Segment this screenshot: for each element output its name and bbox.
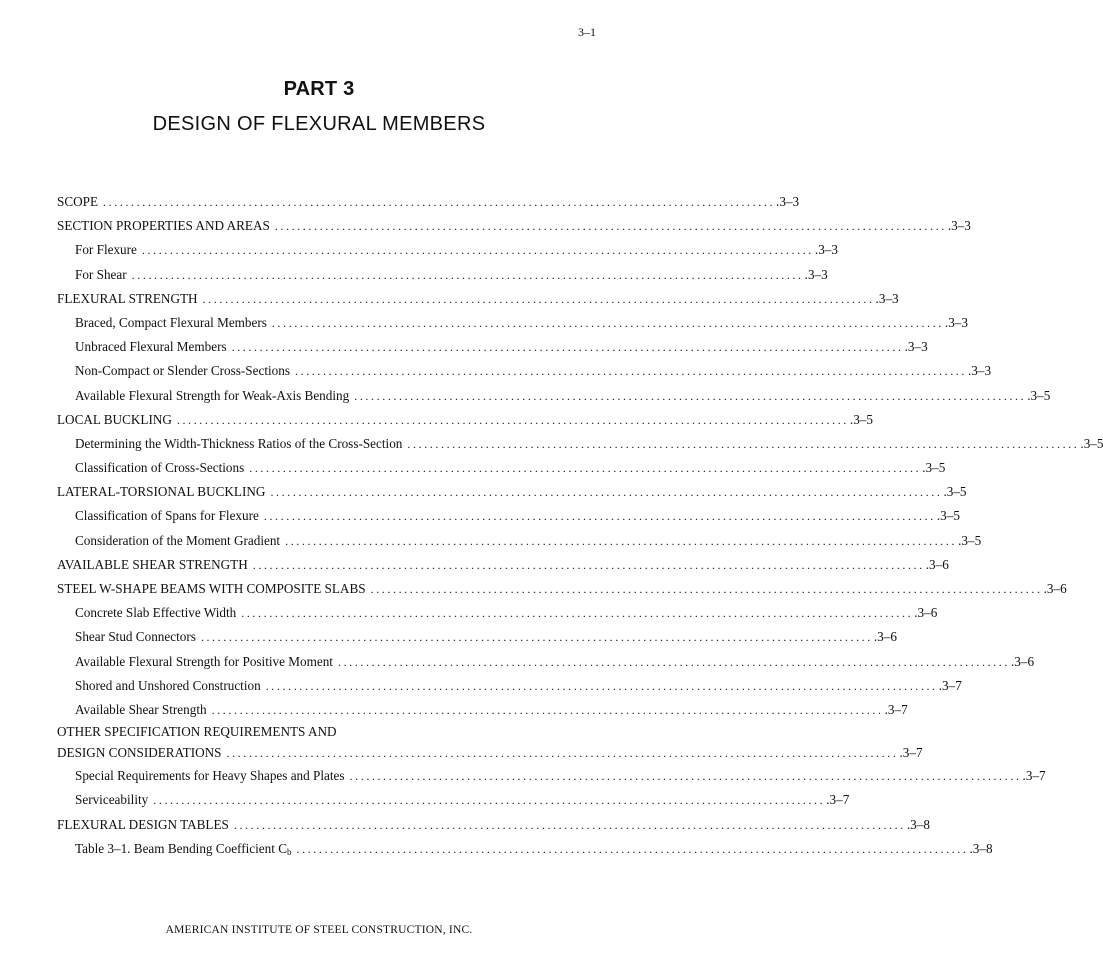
toc-entry-label: FLEXURAL DESIGN TABLES: [57, 816, 229, 832]
toc-entry-page: .3–5: [922, 460, 946, 476]
toc-entry-label: Classification of Spans for Flexure: [75, 508, 259, 524]
toc-entry-label: Concrete Slab Effective Width: [75, 605, 237, 621]
toc-entry[interactable]: [57, 408, 873, 432]
toc-entry-page: .3–3: [944, 314, 968, 330]
toc-entry[interactable]: [57, 529, 982, 553]
toc-entry-label: Available Shear Strength: [75, 701, 207, 717]
toc-entry[interactable]: [57, 456, 946, 480]
dot-leader: ........................................................................................................................: [354, 388, 1027, 403]
toc-entry[interactable]: [57, 238, 838, 262]
dot-leader: ........................................................................................................................: [241, 606, 914, 621]
toc-main-list: [57, 190, 1103, 722]
toc-entry[interactable]: [57, 813, 930, 837]
toc-entry-page: .3–6: [1043, 581, 1067, 596]
dot-leader: ........................................................................................................................: [337, 654, 1010, 669]
dot-leader: ........................................................................................................................: [295, 364, 967, 379]
toc-entry-label: For Flexure: [75, 242, 137, 258]
toc-entry-label: Table 3–1. Beam Bending Coefficient $C_b$: [75, 840, 292, 857]
toc-entry-label: OTHER SPECIFICATION REQUIREMENTS AND: [57, 724, 337, 740]
toc-entry-page: .3–3: [904, 339, 928, 355]
toc-entry[interactable]: [57, 432, 1103, 456]
toc-entry-page: .3–3: [776, 194, 800, 209]
toc-entry: [57, 742, 923, 764]
dot-leader: ........................................................................................................................: [211, 702, 884, 717]
toc-entry-page: .3–6: [925, 556, 949, 572]
dot-leader: ........................................................................................................................: [349, 769, 1022, 784]
part-subtitle: DESIGN OF FLEXURAL MEMBERS: [152, 113, 486, 135]
toc-entry-label: LOCAL BUCKLING: [57, 411, 172, 427]
toc-entry-label: SECTION PROPERTIES AND AREAS: [57, 218, 270, 234]
toc-entry-page: .3–3: [875, 290, 899, 306]
dot-leader: ........................................................................................................................: [252, 557, 925, 572]
toc-entry-label: SCOPE: [57, 194, 99, 209]
toc-entry-page: .3–5: [1027, 387, 1051, 403]
toc-entry[interactable]: [57, 601, 938, 625]
toc-entry-page: .3–5: [849, 411, 873, 427]
toc-entry-page: .3–7: [938, 677, 962, 693]
toc-entry-label: Braced, Compact Flexural Members: [75, 314, 267, 330]
toc-entry[interactable]: [57, 263, 828, 287]
dot-leader: ........................................................................................................................: [274, 219, 947, 234]
part-title: PART 3: [283, 78, 355, 100]
table-of-contents: [57, 190, 1103, 861]
toc-entry-page: .3–5: [936, 508, 960, 524]
dot-leader: ........................................................................................................................: [249, 461, 922, 476]
toc-entry[interactable]: [57, 625, 897, 649]
dot-leader: ........................................................................................................................: [233, 817, 906, 832]
toc-tail-list: [57, 764, 1046, 837]
toc-entry-page: .3–7: [899, 745, 923, 761]
toc-entry-table-3-1[interactable]: [57, 837, 993, 861]
toc-entry[interactable]: [57, 214, 971, 238]
toc-entry-label: LATERAL-TORSIONAL BUCKLING: [57, 484, 266, 500]
toc-entry-label: Classification of Cross-Sections: [75, 460, 245, 476]
toc-entry-other-spec[interactable]: [57, 722, 923, 764]
toc-entry-page: .3–7: [1022, 768, 1046, 784]
dot-leader: ........................................................................................................................: [270, 485, 943, 500]
toc-entry-page: .3–8: [906, 816, 930, 832]
toc-entry-label: Consideration of the Moment Gradient: [75, 532, 281, 548]
toc-entry-label: For Shear: [75, 266, 127, 282]
dot-leader: ........................................................................................................................: [407, 436, 1080, 451]
toc-entry-page: .3–5: [943, 484, 967, 500]
toc-entry-label: Unbraced Flexural Members: [75, 339, 227, 355]
dot-leader: ........................................................................................................................: [103, 195, 776, 209]
dot-leader: ........................................................................................................................: [202, 291, 875, 306]
toc-entry-page: .3–5: [958, 532, 982, 548]
dot-leader: ........................................................................................................................: [231, 340, 904, 355]
toc-entry-page: .3–8: [969, 840, 993, 856]
toc-entry[interactable]: [57, 577, 1067, 601]
toc-entry[interactable]: [57, 359, 992, 383]
toc-entry[interactable]: [57, 287, 899, 311]
dot-leader: ........................................................................................................................: [370, 582, 1043, 596]
toc-entry-label: AVAILABLE SHEAR STRENGTH: [57, 556, 248, 572]
toc-entry-page: .3–6: [873, 629, 897, 645]
toc-entry[interactable]: [57, 335, 928, 359]
toc-entry[interactable]: [57, 788, 850, 812]
toc-entry-page: .3–6: [1010, 653, 1035, 669]
toc-entry[interactable]: [57, 504, 960, 528]
toc-entry-page: .3–3: [804, 266, 828, 282]
toc-entry-page: .3–6: [914, 605, 938, 621]
toc-entry[interactable]: [57, 674, 962, 698]
toc-entry-label: FLEXURAL STRENGTH: [57, 290, 198, 306]
toc-entry-page: .3–3: [968, 363, 992, 379]
toc-entry-page: .3–7: [826, 792, 850, 808]
dot-leader: ........................................................................................................................: [265, 678, 938, 693]
toc-entry-label: Shored and Unshored Construction: [75, 677, 261, 693]
toc-entry[interactable]: [57, 764, 1046, 788]
dot-leader: ........................................................................................................................: [226, 746, 899, 761]
dot-leader: ........................................................................................................................: [296, 841, 969, 856]
toc-entry[interactable]: [57, 553, 949, 577]
toc-entry-label: DESIGN CONSIDERATIONS: [57, 745, 222, 761]
dot-leader: ........................................................................................................................: [200, 630, 873, 645]
toc-entry-label: Special Requirements for Heavy Shapes and Plates: [75, 768, 345, 784]
toc-entry-page: .3–3: [814, 242, 838, 258]
toc-entry-label: Shear Stud Connectors: [75, 629, 196, 645]
dot-leader: ........................................................................................................................: [285, 533, 958, 548]
toc-entry[interactable]: [57, 650, 1035, 674]
dot-leader: ........................................................................................................................: [176, 412, 849, 427]
dot-leader: ........................................................................................................................: [131, 267, 804, 282]
toc-entry-label: Determining the Width-Thickness Ratios of the Cross-Section: [75, 435, 403, 451]
toc-entry-page: .3–3: [947, 218, 971, 234]
page-number: 3–1: [578, 25, 596, 39]
toc-entry-page: .3–5: [1080, 435, 1103, 451]
toc-entry[interactable]: [57, 384, 1051, 408]
toc-entry-label: Non-Compact or Slender Cross-Sections: [75, 363, 290, 379]
toc-entry[interactable]: [57, 190, 800, 214]
toc-entry-label: STEEL W-SHAPE BEAMS WITH COMPOSITE SLABS: [57, 581, 366, 596]
toc-entry[interactable]: [57, 698, 908, 722]
dot-leader: ........................................................................................................................: [153, 793, 826, 808]
subscript-b: b: [286, 846, 292, 857]
toc-entry-label: Available Flexural Strength for Weak-Axis Bending: [75, 387, 350, 403]
toc-entry-page: .3–7: [884, 701, 908, 717]
toc-entry[interactable]: [57, 480, 967, 504]
toc-entry-label: Available Flexural Strength for Positive Moment: [75, 653, 333, 669]
dot-leader: ........................................................................................................................: [263, 509, 936, 524]
toc-entry[interactable]: [57, 311, 968, 335]
toc-entry-label: Serviceability: [75, 792, 149, 808]
footer: AMERICAN INSTITUTE OF STEEL CONSTRUCTION, INC.: [165, 924, 473, 936]
dot-leader: ........................................................................................................................: [271, 315, 944, 330]
dot-leader: ........................................................................................................................: [141, 243, 814, 258]
